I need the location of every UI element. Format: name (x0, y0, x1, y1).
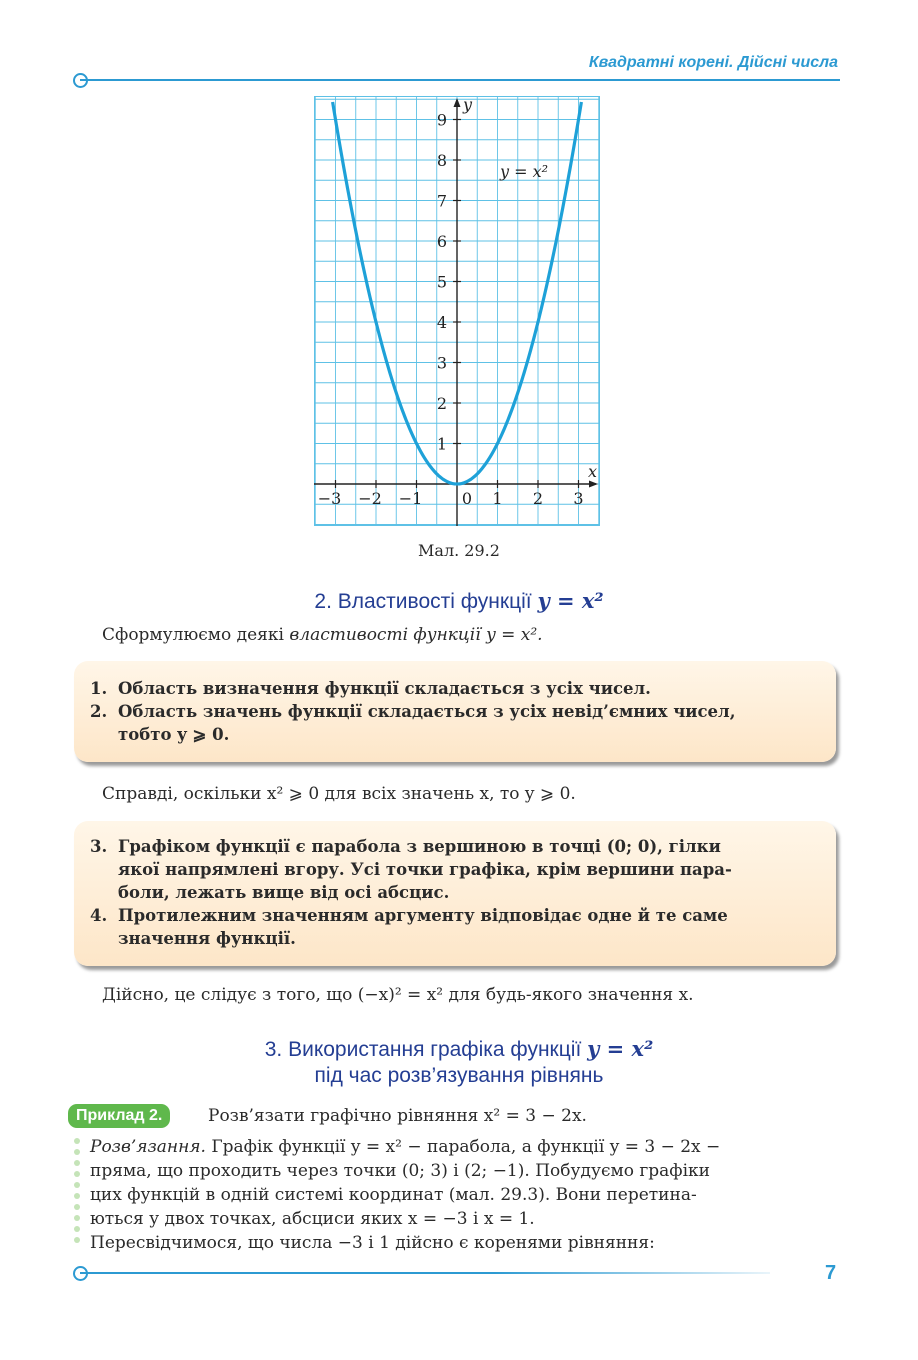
y-tick-label: 7 (436, 191, 447, 211)
section-3-heading-line-1 (0, 1036, 918, 1063)
solution-line-5: Пересвідчимося, що числа −3 і 1 дійсно є коренями рівняння: (90, 1233, 655, 1253)
y-axis-label: y (463, 96, 473, 114)
footer-divider (80, 1272, 770, 1274)
rule-number: 4. (90, 906, 108, 925)
solution-line-4: ються у двох точках, абсциси яких x = −3 і x = 1. (90, 1209, 535, 1229)
x-tick-label: 3 (573, 489, 584, 508)
section-2-heading (0, 588, 918, 615)
y-tick-label: 1 (436, 434, 447, 454)
parabola-chart (314, 96, 600, 526)
y-tick-label: 3 (436, 353, 447, 373)
rule-continuation: боли, лежать вище від осі абсцис. (118, 883, 450, 902)
rule-3 (90, 835, 820, 904)
y-tick-label: 9 (436, 110, 447, 130)
intro-text: Сформулюємо деякі (102, 625, 290, 645)
solution-line-2: пряма, що проходить через точки (0; 3) і (2; −1). Побудуємо графіки (90, 1161, 710, 1181)
solution-label: Розв’язання. (90, 1137, 206, 1157)
rule-4 (90, 904, 820, 950)
rule-continuation: значення функції. (118, 929, 296, 948)
between-paragraph: Справді, оскільки x² ⩾ 0 для всіх значень x, то y ⩾ 0. (102, 784, 576, 804)
header-divider (80, 79, 840, 81)
section-3-heading-line-2: під час розв’язування рівнянь (314, 1064, 604, 1087)
example-tag: Приклад 2. (68, 1104, 170, 1128)
example-task: Розв’язати графічно рівняння x² = 3 − 2x. (208, 1106, 587, 1126)
solution-line-1: Розв’язання. Графік функції y = x² − парабола, а функції y = 3 − 2x − (90, 1137, 721, 1157)
section-3-heading-text: 3. Використання графіка функції (264, 1038, 582, 1061)
curve-label: y = x² (500, 162, 549, 181)
rule-text: Область визначення функції складається з усіх чисел. (118, 679, 651, 698)
intro-italic: властивості функції y = x². (289, 625, 543, 645)
solution-block (90, 1135, 840, 1255)
intro-paragraph (102, 623, 543, 647)
rule-text: Графіком функції є парабола з вершиною в точці (0; 0), гілки (118, 837, 721, 856)
rule-continuation: якої напрямлені вгору. Усі точки графіка, крім вершини пара- (118, 860, 732, 879)
section-2-heading-formula: y = x² (537, 588, 604, 613)
rule-continuation: тобто y ⩾ 0. (118, 725, 230, 744)
solution-dots (74, 1138, 80, 1248)
x-tick-label: −3 (317, 489, 342, 508)
rule-number: 1. (90, 679, 108, 698)
x-tick-label: 1 (492, 489, 503, 508)
section-3-heading-formula: y = x² (587, 1036, 654, 1061)
rule-number: 3. (90, 837, 108, 856)
after-paragraph: Дійсно, це слідує з того, що (−x)² = x² для будь-якого значення x. (102, 985, 694, 1005)
y-tick-label: 2 (436, 394, 447, 413)
solution-line-3: цих функцій в одній системі координат (мал. 29.3). Вони перетина- (90, 1185, 697, 1205)
x-tick-label: 0 (461, 489, 473, 508)
figure-caption: Мал. 29.2 (418, 541, 500, 560)
x-tick-label: −2 (358, 489, 382, 508)
page-number: 7 (825, 1262, 837, 1284)
rule-number: 2. (90, 702, 108, 721)
x-axis-label: x (588, 462, 598, 481)
section-3-heading (0, 1036, 918, 1089)
y-tick-label: 8 (436, 151, 447, 170)
section-2-heading-text: 2. Властивості функції (314, 590, 532, 613)
rule-1 (90, 677, 820, 700)
y-tick-label: 4 (436, 313, 447, 332)
y-tick-label: 5 (436, 272, 447, 292)
y-tick-label: 6 (436, 232, 447, 251)
rule-text: Протилежним значенням аргументу відповідає одне й те саме (118, 906, 728, 925)
chapter-title: Квадратні корені. Дійсні числа (588, 54, 838, 71)
x-tick-label: −1 (398, 489, 423, 508)
rule-text: Область значень функції складається з усіх невід’ємних чисел, (118, 702, 736, 721)
rule-2 (90, 700, 820, 746)
x-tick-label: 2 (532, 489, 544, 508)
